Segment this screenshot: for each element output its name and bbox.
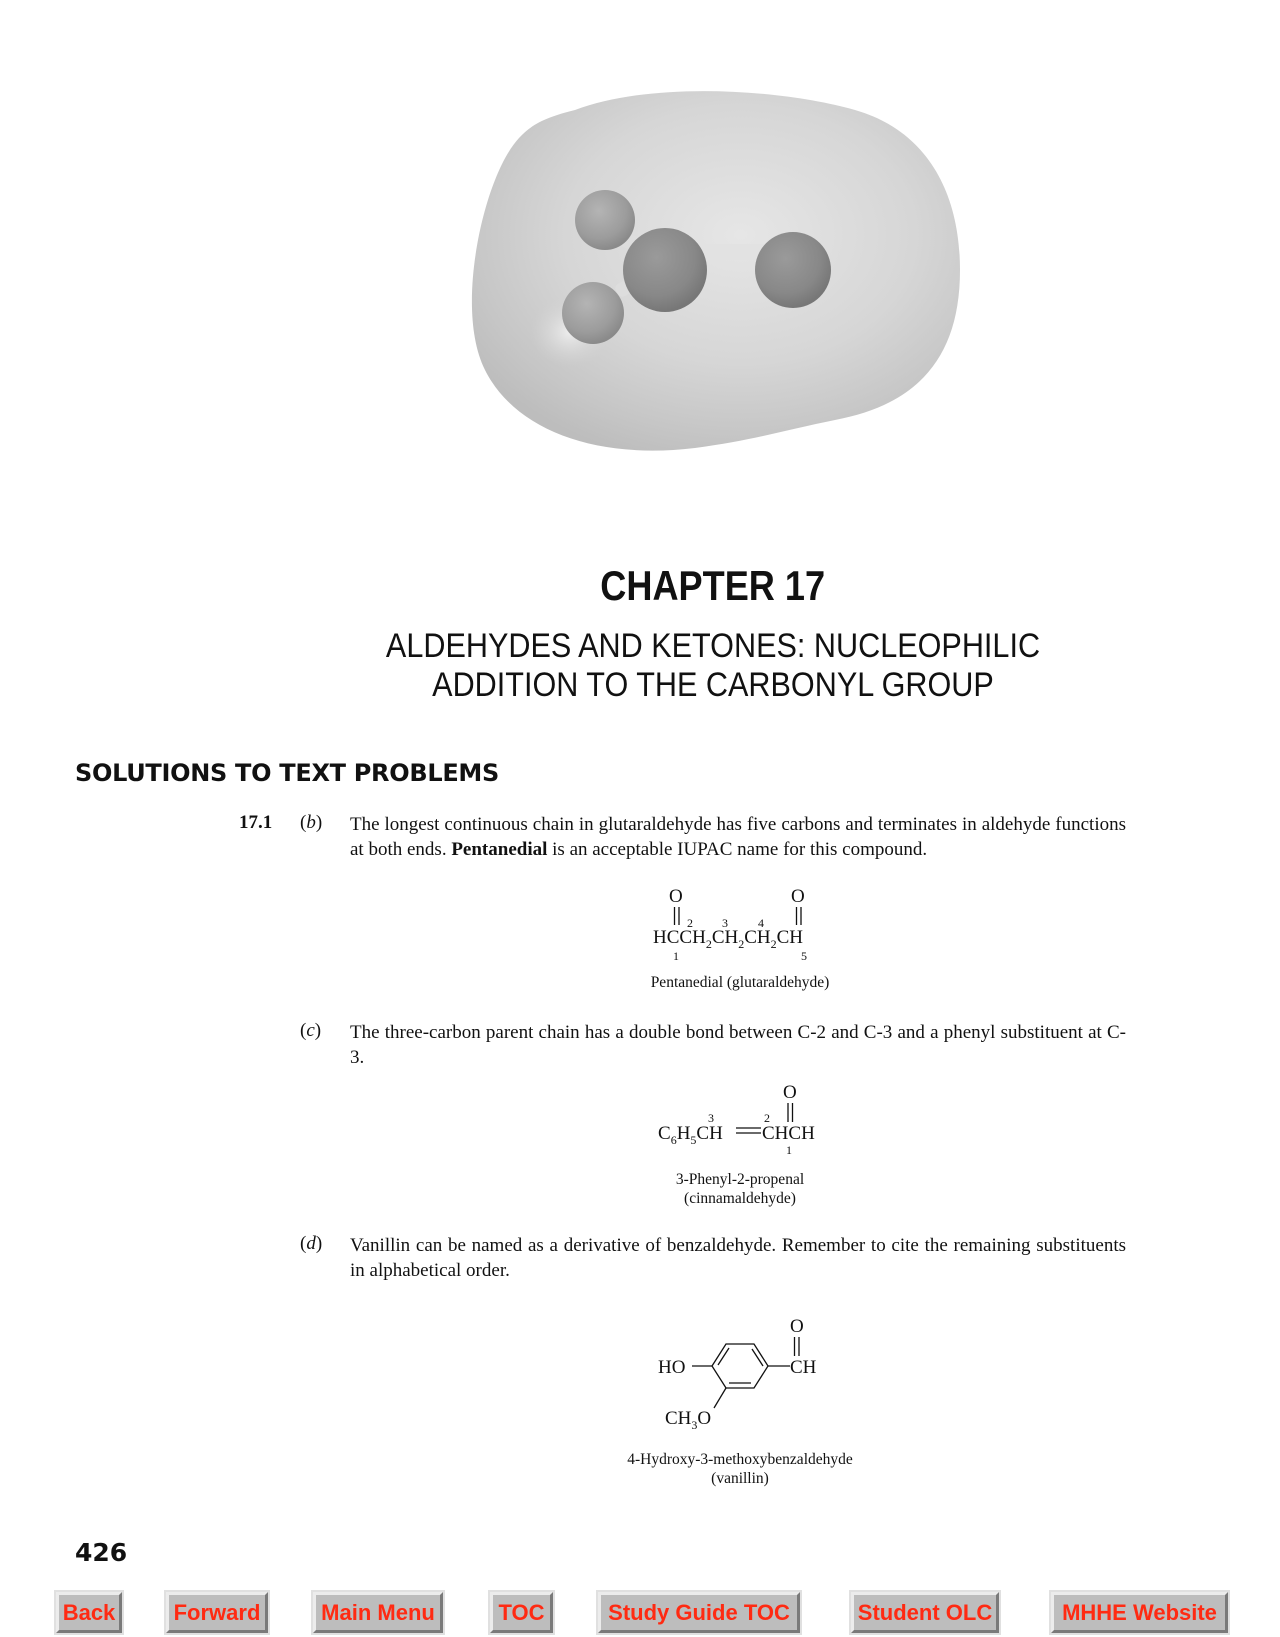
molecular-model-figure <box>455 70 975 470</box>
part-label-b: (b) <box>300 812 323 833</box>
svg-text:4: 4 <box>758 916 764 930</box>
problem-number: 17.1 <box>239 812 273 833</box>
svg-text:2: 2 <box>764 1111 770 1125</box>
chapter-subtitle-line-2: ADDITION TO THE CARBONYL GROUP <box>432 666 994 704</box>
potential-surface <box>472 91 960 451</box>
svg-text:HCCH2CH2CH2CH: $HCCH_2CH_2CH_2CH$ <box>653 927 804 951</box>
vanillin-caption: 4-Hydroxy-3-methoxybenzaldehyde (vanillin) <box>627 1451 853 1487</box>
svg-text:2: 2 <box>687 916 693 930</box>
svg-text:O: O <box>790 1316 804 1337</box>
carbon-atom <box>623 228 707 312</box>
chapter-subtitle-line-1: ALDEHYDES AND KETONES: NUCLEOPHILIC <box>385 627 1041 665</box>
section-heading: SOLUTIONS TO TEXT PROBLEMS <box>75 759 499 787</box>
toc-button[interactable]: TOC <box>490 1592 553 1633</box>
cinnamaldehyde-caption: 3-Phenyl-2-propenal (cinnamaldehyde) <box>675 1171 805 1207</box>
part-c-text: The three-carbon parent chain has a double bond between C-2 and C-3 and a phenyl substituent at C-3. <box>350 1022 1126 1068</box>
part-d-text: Vanillin can be named as a derivative of benzaldehyde. Remember to cite the remaining substituents in alphabetical order. <box>350 1235 1126 1281</box>
iupac-name-bold: Pentanedial <box>451 839 548 860</box>
forward-button[interactable]: Forward <box>166 1592 268 1633</box>
svg-text:O: O <box>783 1082 797 1103</box>
svg-text:CHCH: CHCH <box>762 1123 815 1144</box>
svg-text:O: O <box>791 886 805 907</box>
hydrogen-atom <box>562 282 624 344</box>
page-number: 426 <box>75 1538 128 1567</box>
svg-text:1: 1 <box>786 1143 792 1157</box>
mhhe-website-button[interactable]: MHHE Website <box>1051 1592 1228 1633</box>
svg-text:5: 5 <box>801 949 807 963</box>
svg-text:3: 3 <box>722 916 728 930</box>
hydrogen-atom <box>575 190 635 250</box>
vanillin-structure <box>650 1312 850 1442</box>
electrostatic-potential-map-image <box>455 70 975 470</box>
svg-text:CH: CH <box>790 1357 817 1378</box>
svg-text:HO: HO <box>658 1357 686 1378</box>
svg-text:O: O <box>669 886 683 907</box>
svg-text:CH3O: $CH_3O$ <box>665 1408 712 1432</box>
study-guide-toc-button[interactable]: Study Guide TOC <box>598 1592 800 1633</box>
part-label-c: (c) <box>300 1020 322 1041</box>
svg-text:1: 1 <box>673 949 679 963</box>
svg-text:C6H5CH: $C_6H_5CH$ <box>658 1123 723 1147</box>
part-label-d: (d) <box>300 1233 323 1254</box>
chapter-title: CHAPTER 17 <box>600 562 826 609</box>
chapter-subtitle <box>383 627 1044 705</box>
back-button[interactable]: Back <box>56 1592 122 1633</box>
student-olc-button[interactable]: Student OLC <box>851 1592 999 1633</box>
oxygen-atom <box>755 232 831 308</box>
pentanedial-caption: Pentanedial (glutaraldehyde) <box>650 974 830 991</box>
svg-text:3: 3 <box>708 1111 714 1125</box>
part-b-text: The longest continuous chain in glutaraldehyde has five carbons and terminates in aldehyde functions at both ends. Pentanedial is an acceptable IUPAC name for this compound. <box>350 814 1126 860</box>
pentanedial-structure <box>645 880 835 975</box>
main-menu-button[interactable]: Main Menu <box>313 1592 443 1633</box>
cinnamaldehyde-structure <box>650 1078 830 1158</box>
